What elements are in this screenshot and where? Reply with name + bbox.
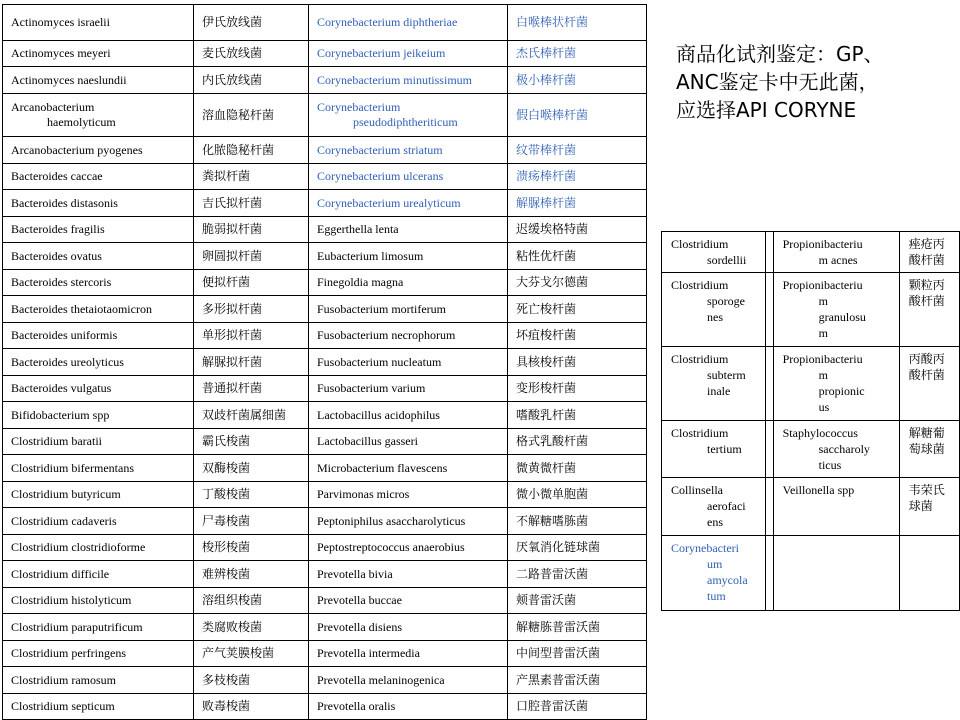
latin-name-cell-2 — [309, 402, 508, 429]
latin-name-part: granulosu — [818, 310, 866, 324]
latin-name-cell — [3, 296, 194, 323]
chinese-name-cell: 丙酸丙酸杆菌 — [899, 347, 959, 421]
latin-name-part: m — [818, 368, 828, 382]
empty-cell — [765, 347, 773, 421]
note-line-2: ANC鉴定卡中无此菌， — [676, 70, 879, 94]
latin-name-cell — [3, 694, 194, 720]
chinese-name-cell-2: 大芬戈尔德菌 — [508, 270, 647, 296]
latin-name-part: sordellii — [707, 253, 747, 267]
latin-name-part: tum — [707, 589, 726, 603]
latin-name-cell-2 — [309, 641, 508, 667]
latin-name-cell-2 — [309, 508, 508, 535]
latin-name: Peptostreptococcus anaerobius — [317, 540, 465, 554]
chinese-name-cell-2: 粘性优杆菌 — [508, 243, 647, 270]
latin-name: Bacteroides fragilis — [11, 222, 105, 236]
table-row — [3, 376, 647, 402]
chinese-name-cell-2: 杰氏棒杆菌 — [508, 41, 647, 67]
latin-name: Clostridium histolyticum — [11, 593, 132, 607]
identification-note — [676, 40, 956, 124]
latin-name-cell — [3, 482, 194, 508]
latin-name-cell-2 — [309, 561, 508, 588]
note-line-3: 应选择API CORYNE — [676, 98, 857, 122]
note-line-1: 商品化试剂鉴定：GP、 — [676, 42, 884, 66]
table-row — [3, 455, 647, 482]
latin-name-cell — [3, 588, 194, 614]
latin-name-cell — [3, 667, 194, 694]
latin-name: Fusobacterium mortiferum — [317, 301, 446, 316]
chinese-name-cell-2: 具核梭杆菌 — [508, 349, 647, 376]
chinese-name-cell-2: 嗜酸乳杆菌 — [508, 402, 647, 429]
latin-name-cell-2 — [309, 270, 508, 296]
chinese-name-cell-2: 产黑素普雷沃菌 — [508, 667, 647, 694]
latin-name-cell-2 — [309, 296, 508, 323]
chinese-name-cell: 韦荣氏球菌 — [899, 478, 959, 536]
latin-name-part: Clostridium — [671, 352, 729, 366]
latin-name-cell — [3, 5, 194, 41]
latin-name: Prevotella oralis — [317, 699, 396, 713]
latin-name: Bacteroides uniformis — [11, 328, 118, 342]
latin-name-cell-2 — [309, 694, 508, 720]
latin-name: Clostridium baratii — [11, 434, 102, 448]
table-row — [3, 164, 647, 190]
latin-name-cell-2 — [773, 347, 899, 421]
latin-name-cell-2 — [309, 94, 508, 137]
latin-name: Corynebacterium diphtheriae — [317, 15, 458, 29]
table-row — [3, 94, 647, 137]
latin-name-cell — [3, 376, 194, 402]
table-row — [3, 5, 647, 41]
latin-name: Corynebacterium striatum — [317, 142, 443, 157]
table-row — [662, 536, 960, 611]
table-row — [3, 429, 647, 455]
chinese-name-cell-2: 迟缓埃格特菌 — [508, 217, 647, 243]
latin-name-cell-2 — [309, 588, 508, 614]
chinese-name-cell-2: 微黄微杆菌 — [508, 455, 647, 482]
latin-name: Lactobacillus acidophilus — [317, 407, 440, 422]
chinese-name-cell-2: 格式乳酸杆菌 — [508, 429, 647, 455]
latin-name-cell-2 — [773, 232, 899, 273]
chinese-name-cell-2: 中间型普雷沃菌 — [508, 641, 647, 667]
latin-name: Clostridium paraputrificum — [11, 619, 143, 634]
chinese-name-cell: 脆弱拟杆菌 — [194, 217, 309, 243]
latin-name: Prevotella disiens — [317, 619, 402, 634]
latin-name-part: um — [707, 557, 723, 571]
latin-name-cell — [3, 323, 194, 349]
table-row — [3, 270, 647, 296]
latin-name-part: tertium — [707, 442, 742, 456]
latin-name: Clostridium difficile — [11, 566, 110, 581]
chinese-name-cell: 多形拟杆菌 — [194, 296, 309, 323]
latin-name-continued: pseudodiphtheriticum — [353, 115, 458, 129]
table-row — [3, 190, 647, 217]
latin-name: Clostridium septicum — [11, 699, 115, 713]
latin-name: Actinomyces naeslundii — [11, 72, 127, 87]
latin-name: Prevotella bivia — [317, 566, 393, 581]
empty-cell — [765, 478, 773, 536]
chinese-name-cell: 便拟杆菌 — [194, 270, 309, 296]
latin-name: Bacteroides vulgatus — [11, 381, 112, 395]
latin-name: Clostridium butyricum — [11, 487, 121, 501]
organism-table — [2, 4, 647, 720]
latin-name-part: amycola — [707, 573, 748, 587]
table-row — [3, 41, 647, 67]
latin-name-part: ens — [707, 515, 723, 529]
table-row — [3, 561, 647, 588]
latin-name: Peptoniphilus asaccharolyticus — [317, 513, 466, 528]
latin-name: Prevotella buccae — [317, 593, 402, 607]
chinese-name-cell-2: 坏疽梭杆菌 — [508, 323, 647, 349]
table-row — [3, 243, 647, 270]
table-row — [3, 67, 647, 94]
latin-name: Prevotella melaninogenica — [317, 672, 445, 687]
latin-name-part: m — [818, 326, 828, 340]
latin-name-cell-2 — [773, 478, 899, 536]
chinese-name-cell-2: 死亡梭杆菌 — [508, 296, 647, 323]
table-row — [662, 232, 960, 273]
chinese-name-cell-2: 二路普雷沃菌 — [508, 561, 647, 588]
table-row — [3, 217, 647, 243]
chinese-name-cell: 难辨梭菌 — [194, 561, 309, 588]
latin-name: Microbacterium flavescens — [317, 460, 448, 475]
chinese-name-cell-2: 颊普雷沃菌 — [508, 588, 647, 614]
table-row — [3, 641, 647, 667]
latin-name: Clostridium ramosum — [11, 672, 116, 687]
chinese-name-cell: 梭形梭菌 — [194, 535, 309, 561]
latin-name-cell — [662, 536, 766, 611]
chinese-name-cell: 单形拟杆菌 — [194, 323, 309, 349]
latin-name-cell — [3, 270, 194, 296]
latin-name-cell-2 — [309, 243, 508, 270]
latin-name-cell-2 — [309, 376, 508, 402]
latin-name-part: Propionibacteriu — [782, 237, 863, 251]
chinese-name-cell: 类腐败梭菌 — [194, 614, 309, 641]
latin-name-cell-2 — [773, 421, 899, 478]
chinese-name-cell-2: 微小微单胞菌 — [508, 482, 647, 508]
latin-name-part: us — [818, 400, 830, 414]
chinese-name-cell: 卵圆拟杆菌 — [194, 243, 309, 270]
chinese-name-cell: 粪拟杆菌 — [194, 164, 309, 190]
chinese-name-cell: 霸氏梭菌 — [194, 429, 309, 455]
latin-name-cell-2 — [773, 536, 899, 611]
table-row — [3, 694, 647, 720]
latin-name: Eggerthella lenta — [317, 222, 399, 236]
latin-name-cell-2 — [309, 429, 508, 455]
chinese-name-cell-2: 假白喉棒杆菌 — [508, 94, 647, 137]
latin-name-cell-2 — [309, 614, 508, 641]
latin-name-cell — [3, 429, 194, 455]
chinese-name-cell: 伊氏放线菌 — [194, 5, 309, 41]
chinese-name-cell-2: 厌氧消化链球菌 — [508, 535, 647, 561]
table-row — [3, 667, 647, 694]
latin-name: Fusobacterium necrophorum — [317, 328, 456, 342]
chinese-name-cell: 产气荚膜梭菌 — [194, 641, 309, 667]
latin-name-cell-2 — [309, 535, 508, 561]
latin-name-cell-2 — [309, 41, 508, 67]
latin-name-cell — [662, 347, 766, 421]
table-row — [3, 535, 647, 561]
latin-name: Arcanobacterium pyogenes — [11, 142, 143, 157]
chinese-name-cell: 解脲拟杆菌 — [194, 349, 309, 376]
latin-name-cell-2 — [309, 190, 508, 217]
table-row — [662, 478, 960, 536]
latin-name-part: m acnes — [818, 253, 858, 267]
latin-name-cell-2 — [309, 217, 508, 243]
latin-name-continued: haemolyticum — [47, 115, 116, 129]
latin-name-part: m — [818, 294, 828, 308]
latin-name-cell — [3, 508, 194, 535]
latin-name-cell-2 — [309, 164, 508, 190]
table-row — [3, 349, 647, 376]
chinese-name-cell-2: 极小棒杆菌 — [508, 67, 647, 94]
latin-name-cell — [3, 402, 194, 429]
empty-cell — [765, 273, 773, 347]
chinese-name-cell: 麦氏放线菌 — [194, 41, 309, 67]
chinese-name-cell: 化脓隐秘杆菌 — [194, 137, 309, 164]
latin-name-cell — [662, 478, 766, 536]
table-row — [3, 296, 647, 323]
latin-name: Corynebacterium jeikeium — [317, 46, 446, 60]
chinese-name-cell — [899, 536, 959, 611]
chinese-name-cell-2: 溃疡棒杆菌 — [508, 164, 647, 190]
chinese-name-cell-2: 不解糖嗜胨菌 — [508, 508, 647, 535]
chinese-name-cell-2: 纹带棒杆菌 — [508, 137, 647, 164]
empty-cell — [765, 536, 773, 611]
chinese-name-cell: 双歧杆菌属细菌 — [194, 402, 309, 429]
latin-name-part: Propionibacteriu — [782, 352, 863, 366]
latin-name-cell — [3, 349, 194, 376]
latin-name-cell-2 — [309, 455, 508, 482]
latin-name-part: Veillonella spp — [782, 483, 855, 497]
chinese-name-cell: 痤疮丙酸杆菌 — [899, 232, 959, 273]
latin-name: Corynebacterium minutissimum — [317, 72, 472, 87]
latin-name-part: sporoge — [707, 294, 745, 308]
chinese-name-cell-2: 解糖胨普雷沃菌 — [508, 614, 647, 641]
table-row — [662, 273, 960, 347]
latin-name: Bacteroides ureolyticus — [11, 354, 124, 369]
latin-name: Bacteroides caccae — [11, 169, 103, 183]
chinese-name-cell: 颗粒丙酸杆菌 — [899, 273, 959, 347]
chinese-name-cell: 丁酸梭菌 — [194, 482, 309, 508]
latin-name-cell — [3, 190, 194, 217]
table-row — [3, 402, 647, 429]
latin-name: Prevotella intermedia — [317, 646, 420, 660]
latin-name: Clostridium bifermentans — [11, 460, 134, 475]
latin-name-part: Corynebacteri — [671, 541, 739, 555]
latin-name: Bacteroides stercoris — [11, 275, 112, 289]
latin-name-part: subterm — [707, 368, 746, 382]
latin-name-cell-2 — [309, 137, 508, 164]
chinese-name-cell-2: 白喉棒状杆菌 — [508, 5, 647, 41]
chinese-name-cell: 败毒梭菌 — [194, 694, 309, 720]
latin-name: Finegoldia magna — [317, 275, 404, 289]
latin-name-cell-2 — [309, 349, 508, 376]
empty-cell — [765, 232, 773, 273]
chinese-name-cell: 吉氏拟杆菌 — [194, 190, 309, 217]
latin-name: Clostridium clostridioforme — [11, 540, 146, 554]
latin-name-cell — [662, 273, 766, 347]
latin-name: Corynebacterium — [317, 100, 401, 114]
latin-name: Corynebacterium urealyticum — [317, 195, 461, 210]
latin-name: Actinomyces israelii — [11, 15, 110, 29]
table-row — [3, 588, 647, 614]
chinese-name-cell: 尸毒梭菌 — [194, 508, 309, 535]
latin-name: Corynebacterium ulcerans — [317, 169, 444, 183]
empty-cell — [765, 421, 773, 478]
latin-name-cell-2 — [309, 482, 508, 508]
latin-name-part: propionic — [818, 384, 865, 398]
table-row — [3, 482, 647, 508]
latin-name-cell — [3, 614, 194, 641]
additional-organism-table — [661, 231, 960, 611]
latin-name-part: Clostridium — [671, 278, 729, 292]
latin-name: Actinomyces meyeri — [11, 46, 111, 60]
latin-name: Bacteroides ovatus — [11, 248, 102, 263]
latin-name-cell-2 — [773, 273, 899, 347]
table-row — [662, 421, 960, 478]
latin-name-cell — [662, 421, 766, 478]
chinese-name-cell: 溶组织梭菌 — [194, 588, 309, 614]
latin-name-cell — [3, 137, 194, 164]
latin-name: Bifidobacterium spp — [11, 407, 110, 422]
latin-name-cell — [3, 641, 194, 667]
latin-name-cell-2 — [309, 5, 508, 41]
latin-name-part: Collinsella — [671, 483, 723, 497]
latin-name: Fusobacterium nucleatum — [317, 354, 442, 369]
latin-name: Parvimonas micros — [317, 487, 410, 501]
chinese-name-cell: 解糖葡萄球菌 — [899, 421, 959, 478]
chinese-name-cell: 内氏放线菌 — [194, 67, 309, 94]
latin-name: Eubacterium limosum — [317, 248, 424, 263]
chinese-name-cell: 溶血隐秘杆菌 — [194, 94, 309, 137]
latin-name: Bacteroides distasonis — [11, 195, 118, 210]
latin-name-part: Clostridium — [671, 426, 729, 440]
latin-name: Bacteroides thetaiotaomicron — [11, 301, 152, 316]
latin-name-cell — [3, 94, 194, 137]
chinese-name-cell: 多枝梭菌 — [194, 667, 309, 694]
chinese-name-cell-2: 口腔普雷沃菌 — [508, 694, 647, 720]
latin-name-cell — [662, 232, 766, 273]
latin-name-part: Clostridium — [671, 237, 729, 251]
table-row — [3, 508, 647, 535]
latin-name-part: aerofaci — [707, 499, 746, 513]
chinese-name-cell-2: 解脲棒杆菌 — [508, 190, 647, 217]
latin-name: Fusobacterium varium — [317, 381, 426, 395]
latin-name-cell — [3, 243, 194, 270]
latin-name-cell — [3, 67, 194, 94]
latin-name-part: nes — [707, 310, 723, 324]
table-row — [3, 137, 647, 164]
table-row — [662, 347, 960, 421]
chinese-name-cell: 普通拟杆菌 — [194, 376, 309, 402]
latin-name: Arcanobacterium — [11, 100, 95, 114]
latin-name-part: saccharoly — [818, 442, 870, 456]
latin-name-cell — [3, 41, 194, 67]
latin-name-part: inale — [707, 384, 731, 398]
table-row — [3, 323, 647, 349]
latin-name-part: Propionibacteriu — [782, 278, 863, 292]
latin-name: Clostridium cadaveris — [11, 513, 117, 528]
latin-name-part: Staphylococcus — [782, 426, 858, 440]
table-row — [3, 614, 647, 641]
latin-name-cell — [3, 164, 194, 190]
latin-name-cell — [3, 561, 194, 588]
latin-name-cell-2 — [309, 667, 508, 694]
latin-name-cell — [3, 455, 194, 482]
latin-name-cell — [3, 535, 194, 561]
latin-name: Clostridium perfringens — [11, 646, 126, 660]
latin-name-cell-2 — [309, 67, 508, 94]
latin-name: Lactobacillus gasseri — [317, 434, 418, 448]
chinese-name-cell-2: 变形梭杆菌 — [508, 376, 647, 402]
latin-name-part: ticus — [818, 458, 842, 472]
chinese-name-cell: 双酶梭菌 — [194, 455, 309, 482]
latin-name-cell — [3, 217, 194, 243]
latin-name-cell-2 — [309, 323, 508, 349]
